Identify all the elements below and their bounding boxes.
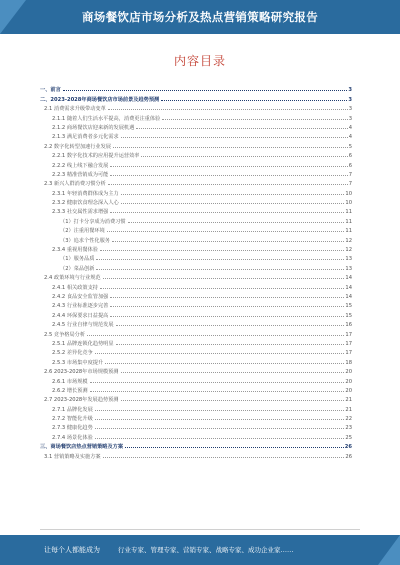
- toc-page-number: 14: [345, 275, 352, 282]
- toc-entry-text: 2.2.3 精准营销成为可能: [52, 171, 109, 178]
- toc-leader-dots: [110, 297, 344, 298]
- toc-entry-text: （3）追求个性化服务: [60, 237, 110, 244]
- toc-entry-text: （1）服务品质: [60, 256, 95, 263]
- toc-entry-text: 2.4.3 行业标准逐步完善: [52, 303, 109, 310]
- toc-entry-text: 2.1.1 随着人们生活水平提高，消费更注重体验: [52, 115, 161, 122]
- toc-page-number: 14: [345, 293, 352, 300]
- toc-leader-dots: [103, 457, 345, 458]
- toc-page-number: 17: [345, 331, 352, 338]
- toc-entry[interactable]: [40, 291, 352, 300]
- toc-entry[interactable]: [40, 422, 352, 431]
- toc-page-number: 13: [345, 256, 352, 263]
- toc-entry-text: 2.7.4 场景化体验: [52, 434, 93, 441]
- toc-page-number: 4: [348, 124, 352, 131]
- toc-leader-dots: [112, 241, 344, 242]
- toc-entry-text: 2.6.2 增长预测: [52, 387, 88, 394]
- toc-leader-dots: [95, 438, 345, 439]
- toc-entry-text: 2.1.3 满足消费者多元化需求: [52, 134, 119, 141]
- toc-leader-dots: [125, 447, 344, 448]
- toc-page-number: 26: [345, 453, 352, 460]
- toc-page-number: 20: [345, 387, 352, 394]
- toc-entry-text: 2.2.1 数字化技术的应用提升运营效率: [52, 153, 140, 160]
- toc-entry-text: 2.3.3 社交属性需求增强: [52, 209, 109, 216]
- toc-entry-text: 2.2 数字化转型加速行业发展: [44, 143, 111, 150]
- toc-leader-dots: [95, 410, 345, 411]
- toc-entry-text: 二、2023-2028年商场餐饮店市场前景及趋势预测: [40, 96, 160, 103]
- toc-page-number: 10: [345, 190, 352, 197]
- toc-entry[interactable]: [40, 441, 352, 450]
- toc-entry-text: （2）注重用餐环境: [60, 228, 105, 235]
- toc-leader-dots: [105, 363, 344, 364]
- toc-leader-dots: [107, 231, 345, 232]
- toc-entry[interactable]: [40, 403, 352, 412]
- toc-page-number: 10: [345, 200, 352, 207]
- toc-page-number: 21: [345, 397, 352, 404]
- toc-page-number: 15: [345, 303, 352, 310]
- footer-banner: [0, 535, 400, 565]
- toc-page-number: 3: [348, 115, 352, 122]
- toc-page-number: 18: [345, 359, 352, 366]
- toc-leader-dots: [162, 119, 347, 120]
- toc-entry-text: （2）菜品创新: [60, 265, 95, 272]
- toc-page-number: 26: [344, 444, 352, 451]
- toc-page-number: 3: [348, 106, 352, 113]
- toc-leader-dots: [121, 137, 348, 138]
- toc-entry[interactable]: [40, 159, 352, 168]
- toc-leader-dots: [103, 278, 345, 279]
- toc-page-number: 12: [345, 247, 352, 254]
- toc-page-number: 21: [345, 406, 352, 413]
- toc-page-number: 5: [348, 143, 352, 150]
- toc-page-number: 14: [345, 284, 352, 291]
- toc-entry[interactable]: [40, 450, 352, 459]
- toc-entry-text: 2.3.2 健康饮食理念深入人心: [52, 200, 119, 207]
- toc-leader-dots: [141, 156, 347, 157]
- toc-page-number: 23: [345, 425, 352, 432]
- toc-entry[interactable]: [40, 103, 352, 112]
- toc-leader-dots: [87, 335, 344, 336]
- toc-entry-text: （1）打卡分享成为消费习惯: [60, 218, 126, 225]
- toc-entry[interactable]: [40, 375, 352, 384]
- toc-entry[interactable]: [40, 150, 352, 159]
- toc-leader-dots: [116, 325, 345, 326]
- report-title: 商场餐饮店市场分析及热点营销策略研究报告: [82, 10, 318, 24]
- toc-page-number: 20: [345, 378, 352, 385]
- footer-accent-shape: [378, 535, 400, 565]
- toc-leader-dots: [95, 353, 345, 354]
- toc-page-number: 17: [345, 340, 352, 347]
- toc-leader-dots: [90, 391, 345, 392]
- toc-entry-text: 2.1 消费需求升级带动变革: [44, 106, 106, 113]
- toc-entry[interactable]: [40, 131, 352, 140]
- toc-page-number: 16: [345, 322, 352, 329]
- toc-entry-text: 2.4.1 相关政策支持: [52, 284, 98, 291]
- toc-entry[interactable]: [40, 413, 352, 422]
- toc-entry[interactable]: [40, 272, 352, 281]
- toc-page-number: 7: [348, 181, 352, 188]
- toc-entry[interactable]: [40, 244, 352, 253]
- toc-entry-text: 2.1.2 商场餐饮店迎来新的发展机遇: [52, 124, 135, 131]
- toc-entry[interactable]: [40, 300, 352, 309]
- toc-entry[interactable]: [40, 356, 352, 365]
- toc-page-number: 6: [348, 162, 352, 169]
- toc-leader-dots: [110, 306, 344, 307]
- toc-entry[interactable]: [40, 347, 352, 356]
- toc-page-number: 15: [345, 312, 352, 319]
- toc-entry-text: 三、商场餐饮店热点营销策略及方案: [40, 444, 124, 451]
- toc-page-number: 12: [345, 237, 352, 244]
- toc-page-number: 13: [345, 265, 352, 272]
- toc-entry-text: 2.7 2023-2028年发展趋势预测: [44, 397, 119, 404]
- toc-leader-dots: [136, 128, 347, 129]
- toc-entry-text: 3.1 营销策略及实施方案: [44, 453, 101, 460]
- toc-entry-text: 2.7.1 品牌化发展: [52, 406, 93, 413]
- toc-entry[interactable]: [40, 215, 352, 224]
- toc-leader-dots: [121, 372, 345, 373]
- toc-page-number: 11: [345, 209, 352, 216]
- toc-leader-dots: [110, 175, 347, 176]
- toc-entry-text: 2.5.2 差异化竞争: [52, 350, 93, 357]
- toc-entry-text: 2.5.3 市场集中度提升: [52, 359, 104, 366]
- toc-page-number: 3: [348, 87, 352, 94]
- toc-leader-dots: [116, 344, 345, 345]
- toc-page-number: 6: [348, 153, 352, 160]
- toc-entry[interactable]: [40, 366, 352, 375]
- toc-entry[interactable]: [40, 253, 352, 262]
- toc-page-number: 22: [345, 416, 352, 423]
- toc-entry[interactable]: [40, 169, 352, 178]
- toc-entry-text: 2.5.1 品牌连锁化趋势明显: [52, 340, 114, 347]
- toc-page-number: 20: [345, 369, 352, 376]
- toc-entry-text: 2.4.2 食品安全监管加强: [52, 293, 109, 300]
- toc-entry[interactable]: [40, 319, 352, 328]
- toc-entry-text: 2.2.2 线上线下融合发展: [52, 162, 109, 169]
- toc-entry[interactable]: [40, 178, 352, 187]
- toc-leader-dots: [110, 316, 344, 317]
- toc-leader-dots: [110, 212, 344, 213]
- toc-leader-dots: [128, 222, 345, 223]
- toc-entry-text: 2.3 新兴人群消费习惯分析: [44, 181, 106, 188]
- toc-entry-text: 2.4.5 行业自律与规范发展: [52, 322, 114, 329]
- toc-entry-text: 2.6.1 市场规模: [52, 378, 88, 385]
- footer-slogan: 让每个人都能成为: [44, 546, 100, 554]
- toc-page-number: 7: [348, 171, 352, 178]
- toc-entry[interactable]: [40, 262, 352, 271]
- toc-leader-dots: [96, 269, 344, 270]
- toc-entry-text: 2.4.4 环保要求日益提高: [52, 312, 109, 319]
- toc-entry[interactable]: [40, 122, 352, 131]
- toc-entry[interactable]: [40, 328, 352, 337]
- toc-entry-text: 2.7.3 健康化趋势: [52, 425, 93, 432]
- toc-entry-text: 2.4 政策环境与行业规范: [44, 275, 101, 282]
- toc-entry[interactable]: [40, 234, 352, 243]
- toc-leader-dots: [90, 382, 345, 383]
- toc-leader-dots: [96, 259, 344, 260]
- toc-entry[interactable]: [40, 431, 352, 440]
- toc-entry-text: 一、前言: [40, 87, 61, 94]
- toc-page-number: 11: [345, 228, 352, 235]
- toc-page-number: 3: [348, 96, 352, 103]
- toc-entry[interactable]: [40, 112, 352, 121]
- toc-page-number: 4: [348, 134, 352, 141]
- footer-tagline: 行业专家、管理专家、营销专家、战略专家、成功企业家……: [118, 546, 294, 554]
- toc-leader-dots: [100, 288, 344, 289]
- header-banner: [0, 0, 400, 34]
- toc-entry[interactable]: [40, 385, 352, 394]
- toc-page-number: 25: [345, 434, 352, 441]
- toc-leader-dots: [95, 419, 345, 420]
- toc-entry-text: 2.6 2023-2028年市场规模预测: [44, 369, 119, 376]
- toc-entry-text: 2.3.1 年轻消费群体成为主力: [52, 190, 119, 197]
- toc-leader-dots: [121, 400, 345, 401]
- toc-leader-dots: [161, 100, 347, 101]
- toc-leader-dots: [63, 90, 348, 91]
- toc-entry[interactable]: [40, 93, 352, 102]
- toc-leader-dots: [108, 184, 348, 185]
- toc-leader-dots: [113, 147, 348, 148]
- toc-entry[interactable]: [40, 394, 352, 403]
- footer-divider: [40, 529, 360, 530]
- toc-leader-dots: [95, 428, 345, 429]
- toc-leader-dots: [121, 194, 345, 195]
- toc-heading: 内容目录: [173, 54, 226, 68]
- toc-entry-text: 2.7.2 智能化升级: [52, 416, 93, 423]
- toc-page-number: 17: [345, 350, 352, 357]
- toc-entry-text: 2.5 竞争格局分析: [44, 331, 86, 338]
- toc-page-number: 11: [345, 218, 352, 225]
- toc-entry[interactable]: [40, 140, 352, 149]
- toc-entry[interactable]: [40, 281, 352, 290]
- toc-leader-dots: [110, 166, 347, 167]
- toc-leader-dots: [121, 203, 345, 204]
- toc-leader-dots: [100, 250, 344, 251]
- toc-entry[interactable]: [40, 206, 352, 215]
- toc-leader-dots: [108, 109, 348, 110]
- toc-entry-text: 2.3.4 重视用餐体验: [52, 247, 98, 254]
- toc-entry[interactable]: [40, 84, 352, 93]
- toc-entry[interactable]: [40, 225, 352, 234]
- toc-entry[interactable]: [40, 338, 352, 347]
- table-of-contents: [40, 84, 352, 460]
- toc-entry[interactable]: [40, 187, 352, 196]
- toc-entry[interactable]: [40, 309, 352, 318]
- toc-entry[interactable]: [40, 197, 352, 206]
